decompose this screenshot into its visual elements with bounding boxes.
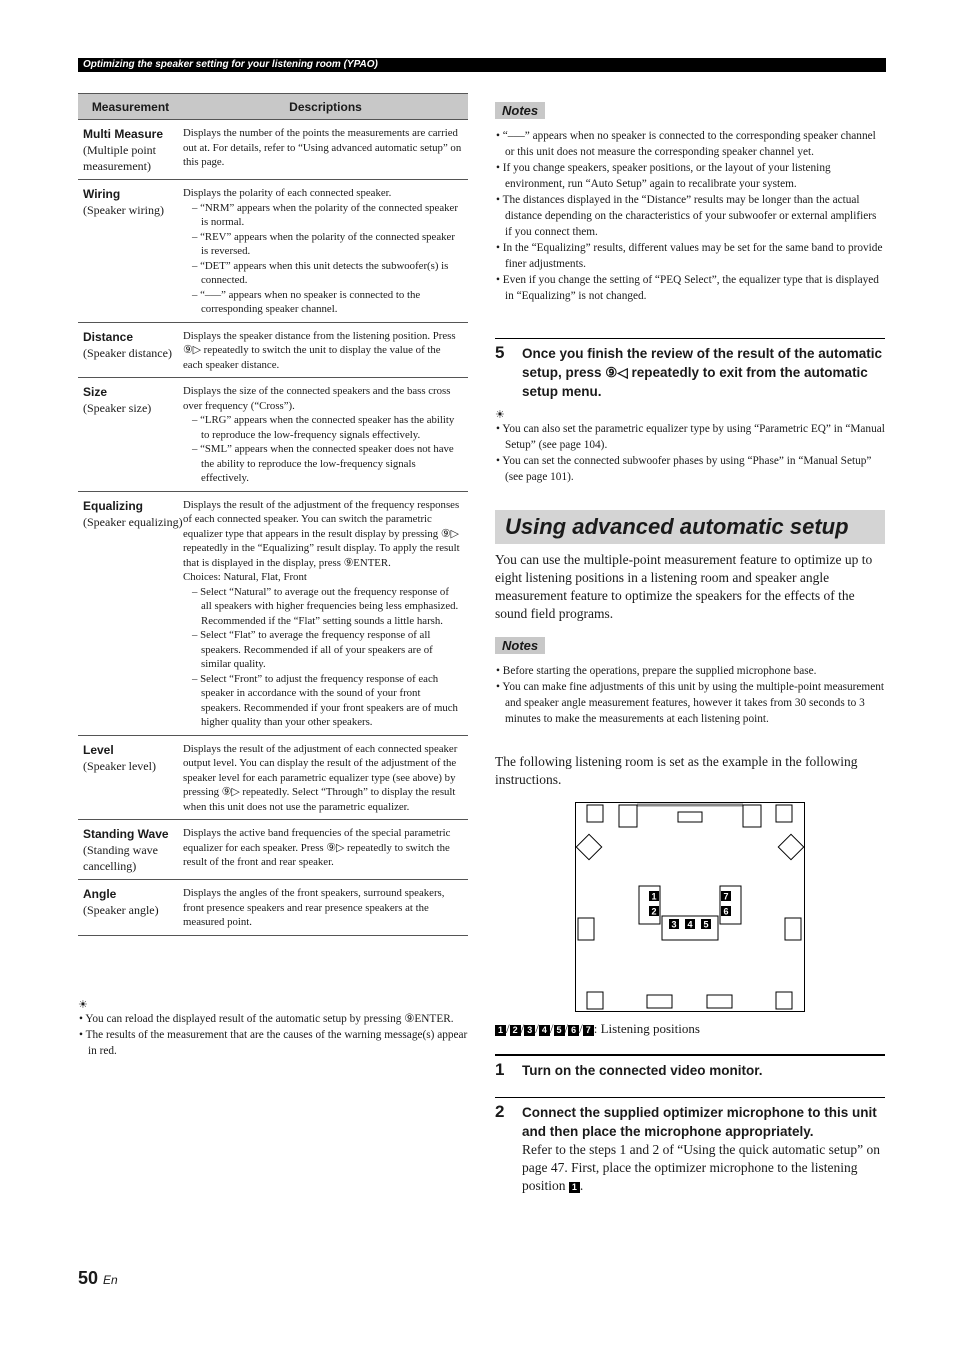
position-marker: 5 [554,1025,565,1036]
tips-block-2 [495,408,885,485]
row-description: Displays the angles of the front speakers, surround speakers, front presence speakers and rear presence speakers at the measured point. [183,887,445,928]
row-subitem: – Select “Flat” to average the frequency response of all speakers. Recommended if all of your speakers are of similar quality. [192,629,433,670]
bullet-item: • In the “Equalizing” results, different values may be set for the same band to provide finer adjustments. [496,242,883,270]
bullet-item: • The distances displayed in the “Distance” results may be longer than the actual distance depending on the characteristics of your subwoofer or external amplifiers if you connect them. [496,194,877,238]
measurement-sub: (Speaker equalizing) [83,514,183,529]
step-number: 1 [495,1060,505,1079]
step-1 [495,1054,885,1080]
row-subitem: – “–––” appears when no speaker is connected to the corresponding speaker channel. [192,288,421,315]
room-diagram [575,802,805,1014]
row-subitem: – Select “Front” to adjust the frequency response of each speaker in accordance with the sound of your front speakers. Recommended if your front speakers are of much higher quality than your other speakers. [192,672,458,728]
measurement-name: Level [83,742,114,757]
room-intro: The following listening room is set as the example in the following instructions. [495,754,858,787]
table-header [78,93,468,120]
row-description: Displays the speaker distance from the listening position. Press ⑨▷ repeatedly to switch the unit to display the value of the each speaker distance. [183,329,456,371]
position-marker: 1 [495,1025,506,1036]
pos-7: 7 [723,891,729,902]
step-body: Refer to the steps 1 and 2 of “Using the quick automatic setup” on page 47. First, place the optimizer microphone to the listening position 1 . [522,1142,881,1193]
bullet-item: • You can also set the parametric equalizer type by using “Parametric EQ” in “Manual Setup” (see page 104). [496,423,885,451]
position-marker: 7 [583,1025,594,1036]
col-descriptions: Descriptions [289,99,362,114]
pos-1: 1 [651,891,657,902]
row-subitem: – “LRG” appears when the connected speaker has the ability to reproduce the low-frequency signals effectively. [192,414,455,441]
bullet-item: • Even if you change the setting of “PEQ Select”, the equalizer type that is displayed in “Equalizing” is not changed. [496,274,879,302]
position-marker: 3 [524,1025,535,1036]
position-marker: 2 [510,1025,521,1036]
measurement-name: Multi Measure [83,127,164,141]
step-text: Once you finish the review of the result of the automatic setup, press ⑨◁ repeatedly to exit from the automatic setup menu. [522,346,883,399]
row-subitem: – “NRM” appears when the polarity of the connected speaker is normal. [192,201,458,228]
pos-6: 6 [723,906,729,917]
caption-text: : Listening positions [593,1021,700,1036]
bullet-item: • You can reload the displayed result of the automatic setup by pressing ⑨ENTER. [79,1013,454,1025]
bullet-item: • Before starting the operations, prepare the supplied microphone base. [496,665,817,677]
measurement-sub: (Speaker wiring) [83,203,164,217]
position-marker: 4 [539,1025,550,1036]
measurement-name: Wiring [83,187,121,201]
notes-label: Notes [495,102,545,119]
hint-icon: ☀ [78,999,88,1011]
measurement-sub: (Standing wave cancelling) [83,843,158,873]
pos-5: 5 [703,919,709,930]
bullet-item: • You can set the connected subwoofer phases by using “Phase” in “Manual Setup” (see page 101). [496,455,872,483]
notes-block-2 [495,637,885,727]
table-row [78,323,468,379]
row-description: Displays the polarity of each connected speaker. [183,187,392,199]
step-text: Turn on the connected video monitor. [522,1063,763,1078]
step-text: Connect the supplied optimizer microphone to this unit and then place the microphone appropriately. [522,1105,877,1139]
measurement-sub: (Multiple point measurement) [83,143,156,173]
section-title [495,510,885,544]
row-description: Displays the result of the adjustment of each connected speaker output level. You can display the result of the adjustment of the speaker level for each parametric equalizer type (see above) by pressing ⑨▷ repeatedly. Select “Through” to display the result when this unit does not use the parametric equalizer. [183,742,458,813]
measurement-name: Angle [83,887,117,901]
measurement-sub: (Speaker angle) [83,903,159,917]
page-number: 50 En [78,1268,118,1288]
table-row [78,736,468,821]
intro-paragraph: You can use the multiple-point measurement feature to optimize up to eight listening positions in a listening room and speaker angle measurement feature to optimize the speakers for the effects of the sound field programs. [495,552,873,621]
row-subitem: – “DET” appears when this unit detects the subwoofer(s) is connected. [192,259,449,286]
table-row [78,820,468,880]
measurement-sub: (Speaker distance) [83,345,172,360]
measurement-sub: (Speaker size) [83,401,152,415]
notes-label: Notes [495,637,545,654]
positions-caption: 1 / 2 / 3 / 4 / 5 / 6 / 7 : Listening positions [495,1021,885,1037]
pos-4: 4 [687,919,693,930]
measurement-name: Standing Wave [83,827,169,841]
row-description: Displays the number of the points the measurements are carried out at. For details, refer to “Using advanced automatic setup” on this page. [183,127,462,168]
bullet-item: • “–––” appears when no speaker is connected to the corresponding speaker channel or this unit does not measure the corresponding speaker channel yet. [496,130,876,158]
step-5 [495,338,885,401]
measurement-table [78,93,468,936]
pos-2: 2 [651,906,657,917]
row-description: Displays the size of the connected speakers and the bass cross over frequency (“Cross”). [183,385,451,412]
header-text: Optimizing the speaker setting for your listening room (YPAO) [83,59,378,70]
row-description: Displays the active band frequencies of the special parametric equalizer for each speaker. Press ⑨▷ repeatedly to switch the result of the front and rear speaker. [183,827,451,868]
hint-icon: ☀ [495,409,505,421]
row-subitem: – “REV” appears when the polarity of the connected speaker is reversed. [192,230,455,257]
col-measurement: Measurement [91,99,170,114]
table-row [78,120,468,180]
pos-3: 3 [671,919,677,930]
bullet-item: • If you change speakers, speaker positions, or the layout of your listening environment, run “Auto Setup” again to recalibrate your system. [496,162,831,190]
row-choices: Choices: Natural, Flat, Front [183,571,307,583]
position-marker: 6 [568,1025,579,1036]
measurement-name: Distance [83,329,134,344]
left-tips [78,998,468,1059]
row-subitem: – “SML” appears when the connected speaker does not have the ability to reproduce the low-frequency signals effectively. [192,443,454,484]
measurement-name: Equalizing [83,498,143,513]
table-row [78,378,468,492]
row-subitem: – Select “Natural” to average out the frequency response of all speakers with higher frequencies being less emphasized. Recommended if the “Flat” setting sounds a little harsh. [192,585,459,627]
notes-block-1 [495,102,885,304]
table-row [78,492,468,736]
step-number: 2 [495,1102,505,1121]
measurement-name: Size [83,385,108,399]
bullet-item: • The results of the measurement that are the causes of the warning message(s) appear in red. [79,1029,468,1057]
step-2 [495,1097,885,1195]
table-row [78,180,468,323]
step-number: 5 [495,343,505,362]
bullet-item: • You can make fine adjustments of this unit by using the multiple-point measurement and speaker angle measurement features, however it takes from 30 seconds to 3 minutes to make the measurements at each listening point. [496,681,885,725]
page-header [78,58,886,72]
section-heading: Using advanced automatic setup [495,510,885,544]
row-description: Displays the result of the adjustment of the frequency responses of each connected speaker. You can switch the parametric equalizer type that appears in the result display by pressing ⑨▷ repeatedly in the “Equalizing” result display. To apply the result that is displayed in the display, press ⑨ENTER. [183,498,460,569]
measurement-sub: (Speaker level) [83,758,156,773]
table-row [78,880,468,936]
